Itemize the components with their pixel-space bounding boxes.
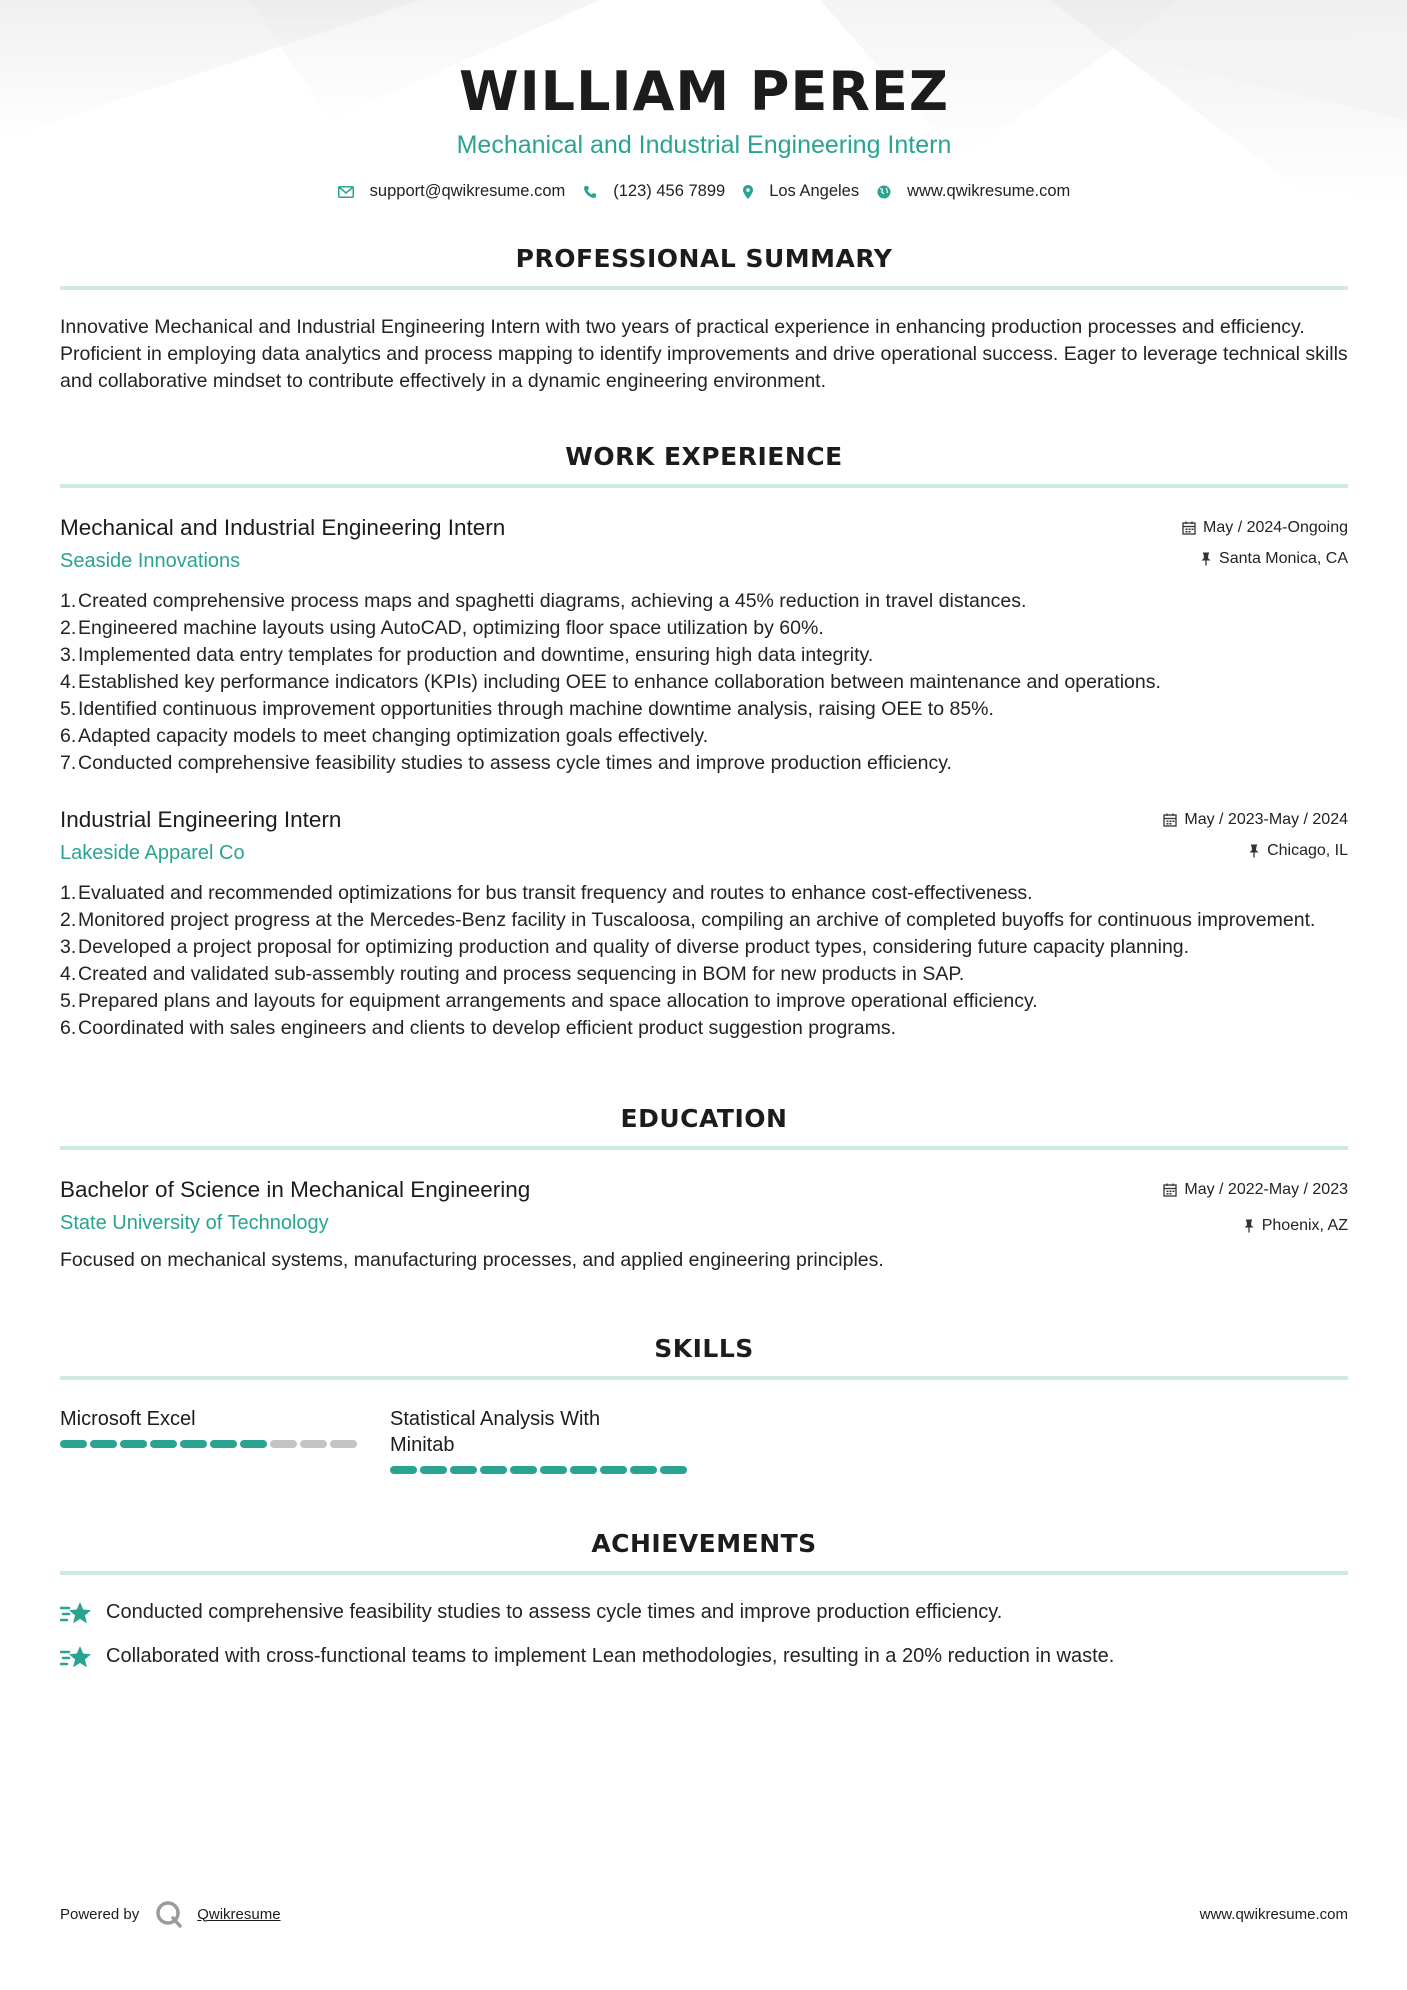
achievement-item [60, 1643, 1348, 1670]
education-school: State University of Technology [60, 1212, 329, 1234]
section-achievements [60, 1529, 1348, 1670]
section-title-summary: PROFESSIONAL SUMMARY [515, 244, 893, 273]
education-location: Phoenix, AZ [1261, 1217, 1348, 1234]
list-item: Created comprehensive process maps and spaghetti diagrams, achieving a 45% reduction in travel distances. [78, 590, 1027, 612]
calendar-icon [1163, 1183, 1177, 1197]
summary-text: Innovative Mechanical and Industrial Engineering Intern with two years of practical experience in enhancing production processes and efficiency. Proficient in employing data analytics and process mapping to identify improvements and drive operational success. Eager to leverage technical skills and collaborative mindset to contribute effectively in a dynamic engineering environment. [60, 316, 1348, 392]
skill-item [60, 1406, 360, 1474]
section-divider [60, 286, 1348, 290]
footer-website[interactable]: www.qwikresume.com [1199, 1905, 1348, 1923]
job-location: Chicago, IL [1267, 842, 1348, 859]
list-item: Adapted capacity models to meet changing optimization goals effectively. [78, 725, 709, 747]
job-company: Seaside Innovations [60, 550, 241, 572]
skill-rating-dot [300, 1440, 327, 1448]
skill-rating-dot [450, 1466, 477, 1474]
list-item: Coordinated with sales engineers and clients to develop efficient product suggestion programs. [78, 1017, 897, 1039]
section-divider [60, 1146, 1348, 1150]
education-date: May / 2022-May / 2023 [1184, 1181, 1348, 1198]
section-title-experience: WORK EXPERIENCE [565, 442, 843, 471]
list-item: Engineered machine layouts using AutoCAD, optimizing floor space utilization by 60%. [78, 617, 824, 639]
globe-icon [877, 185, 891, 199]
contact-location [743, 182, 859, 201]
list-item: Developed a project proposal for optimizing production and quality of diverse product types, considering future capacity planning. [78, 936, 1190, 958]
achievements-list [60, 1599, 1348, 1670]
map-pin-icon [743, 185, 753, 199]
education-description: Focused on mechanical systems, manufacturing processes, and applied engineering principles. [60, 1249, 884, 1271]
contact-phone[interactable] [583, 182, 725, 201]
section-summary [60, 244, 1348, 395]
list-item: Created and validated sub-assembly routing and process sequencing in BOM for new products in SAP. [78, 963, 965, 985]
job-date: May / 2023-May / 2024 [1184, 811, 1348, 828]
skill-rating-dot [210, 1440, 237, 1448]
candidate-role: Mechanical and Industrial Engineering Intern [456, 131, 952, 159]
skill-name: Statistical Analysis With Minitab [390, 1408, 601, 1456]
section-title-achievements: ACHIEVEMENTS [591, 1529, 817, 1558]
job-title: Mechanical and Industrial Engineering Intern [60, 515, 506, 540]
education-degree: Bachelor of Science in Mechanical Engineering [60, 1177, 531, 1202]
contact-location-text: Los Angeles [769, 182, 860, 200]
star-icon [60, 1644, 92, 1670]
calendar-icon [1182, 521, 1196, 535]
page-footer [60, 1900, 1348, 1928]
job-entry [60, 805, 1348, 1042]
section-divider [60, 1571, 1348, 1575]
contact-email-text: support@qwikresume.com [369, 182, 566, 200]
job-entry [60, 513, 1348, 777]
skill-rating-dot [630, 1466, 657, 1474]
section-title-skills: SKILLS [654, 1334, 754, 1363]
star-icon [60, 1600, 92, 1626]
pushpin-icon [1243, 1219, 1255, 1233]
qwikresume-logo-icon [155, 1900, 183, 1928]
skill-rating-dot [420, 1466, 447, 1474]
skill-rating-dot [570, 1466, 597, 1474]
section-title-education: EDUCATION [620, 1104, 788, 1133]
contact-bar [60, 182, 1348, 201]
powered-by-label: Powered by [60, 1905, 140, 1923]
job-bullets [60, 588, 1348, 777]
skill-rating [390, 1466, 690, 1474]
section-divider [60, 484, 1348, 488]
achievement-item [60, 1599, 1348, 1626]
job-location: Santa Monica, CA [1219, 550, 1348, 567]
contact-email[interactable] [338, 182, 566, 201]
skill-rating-dot [90, 1440, 117, 1448]
skill-rating-dot [180, 1440, 207, 1448]
skill-rating-dot [330, 1440, 357, 1448]
achievement-text: Conducted comprehensive feasibility studies to assess cycle times and improve production efficiency. [106, 1601, 1003, 1623]
skill-rating-dot [600, 1466, 627, 1474]
achievement-text: Collaborated with cross-functional teams to implement Lean methodologies, resulting in a 20% reduction in waste. [106, 1645, 1115, 1667]
phone-icon [583, 185, 597, 199]
section-education [60, 1104, 1348, 1274]
candidate-name: WILLIAM PEREZ [459, 60, 949, 123]
contact-website[interactable] [877, 182, 1070, 201]
envelope-icon [338, 186, 354, 198]
skill-rating-dot [150, 1440, 177, 1448]
job-bullets [60, 880, 1348, 1042]
job-date: May / 2024-Ongoing [1203, 519, 1348, 536]
section-experience [60, 442, 1348, 1042]
education-entry [60, 1175, 1348, 1274]
skill-rating-dot [240, 1440, 267, 1448]
list-item: Conducted comprehensive feasibility studies to assess cycle times and improve production efficiency. [78, 752, 952, 774]
contact-phone-text: (123) 456 7899 [613, 182, 726, 200]
pushpin-icon [1200, 552, 1212, 566]
list-item: Established key performance indicators (KPIs) including OEE to enhance collaboration between maintenance and operations. [78, 671, 1161, 693]
job-company: Lakeside Apparel Co [60, 842, 245, 864]
section-divider [60, 1376, 1348, 1380]
job-title: Industrial Engineering Intern [60, 807, 342, 832]
pushpin-icon [1248, 844, 1260, 858]
list-item: Prepared plans and layouts for equipment arrangements and space allocation to improve operational efficiency. [78, 990, 1038, 1012]
skill-rating [60, 1440, 360, 1448]
list-item: Monitored project progress at the Mercedes-Benz facility in Tuscaloosa, compiling an archive of completed buyoffs for continuous improvement. [78, 909, 1316, 931]
skill-rating-dot [660, 1466, 687, 1474]
skill-item [390, 1406, 690, 1474]
skill-rating-dot [510, 1466, 537, 1474]
skill-rating-dot [390, 1466, 417, 1474]
skills-list [60, 1406, 1348, 1474]
calendar-icon [1163, 813, 1177, 827]
skill-name: Microsoft Excel [60, 1408, 196, 1430]
skill-rating-dot [60, 1440, 87, 1448]
list-item: Implemented data entry templates for production and downtime, ensuring high data integrity. [78, 644, 874, 666]
skill-rating-dot [480, 1466, 507, 1474]
section-skills [60, 1334, 1348, 1474]
list-item: Evaluated and recommended optimizations for bus transit frequency and routes to enhance cost-effectiveness. [78, 882, 1033, 904]
resume-header [60, 0, 1348, 201]
list-item: Identified continuous improvement opportunities through machine downtime analysis, raising OEE to 85%. [78, 698, 994, 720]
contact-website-text: www.qwikresume.com [907, 182, 1071, 200]
skill-rating-dot [540, 1466, 567, 1474]
qwikresume-link[interactable]: Qwikresume [197, 1905, 281, 1923]
skill-rating-dot [120, 1440, 147, 1448]
skill-rating-dot [270, 1440, 297, 1448]
resume-page [60, 0, 1348, 1687]
